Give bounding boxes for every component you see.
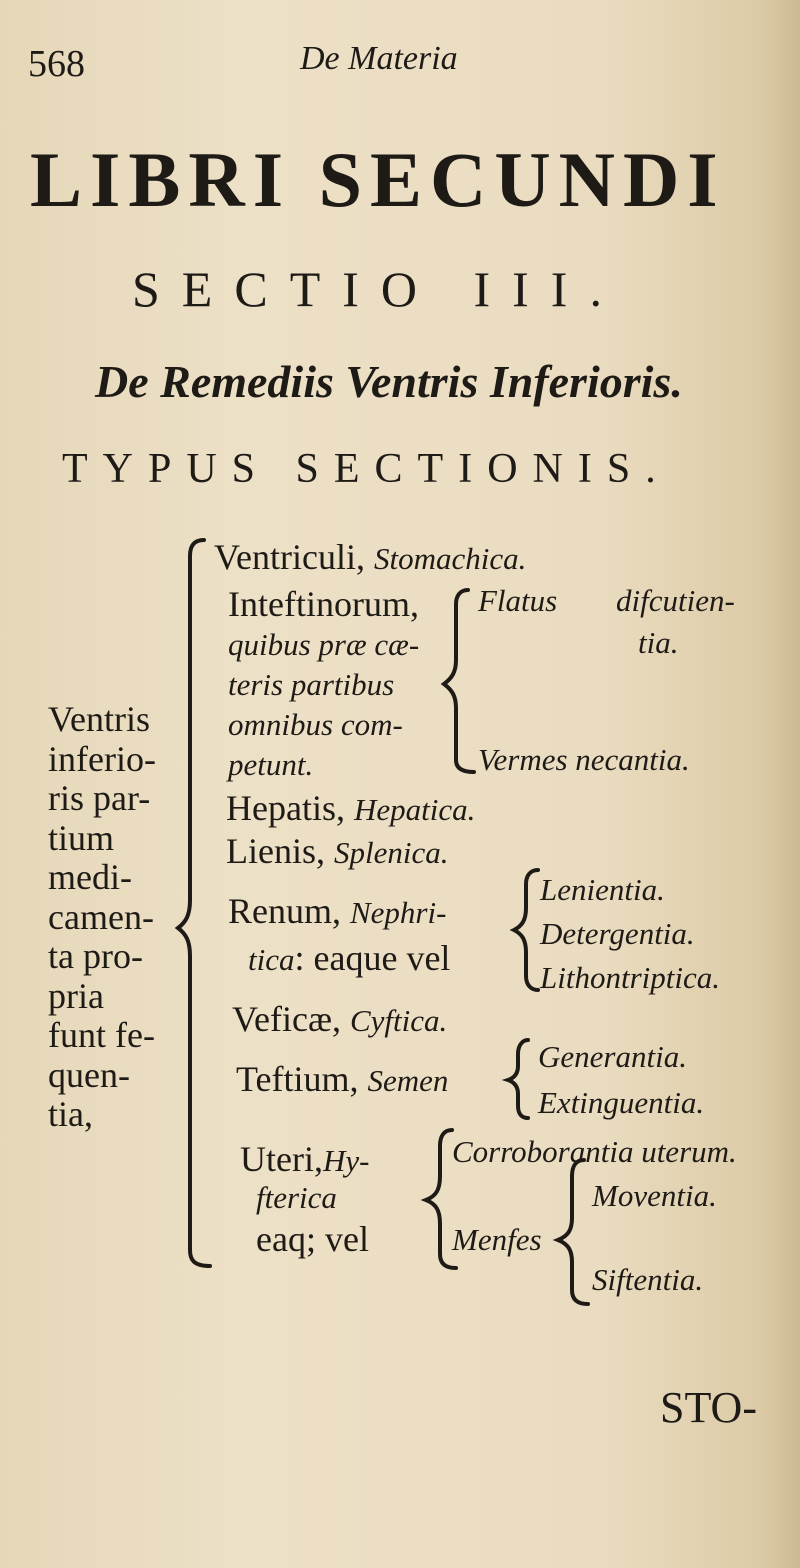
renum-remedies (540, 868, 720, 1000)
book-title: LIBRI SECUNDI (30, 136, 726, 223)
uteri-remedy-continued: fterica (256, 1180, 337, 1215)
menses-remedy-item: Moventia. (592, 1178, 717, 1213)
left-entry-line: pria (48, 975, 104, 1016)
entry-name: Teftium, (236, 1059, 359, 1099)
entry-name: Veficæ, (232, 999, 341, 1039)
entry-remedy: tica (248, 942, 295, 977)
flatus-brace (444, 590, 474, 772)
left-entry-line: ris par- (48, 778, 151, 818)
corroborantia-label: Corroborantia uterum. (452, 1134, 737, 1169)
qualifier-line: teris partibus (228, 667, 395, 702)
section-heading: SECTIO III. (132, 261, 624, 317)
left-entry-line: medi- (48, 857, 132, 897)
left-entry-line: camen- (48, 896, 154, 937)
flatus-continued: difcutien- (616, 583, 735, 618)
testium-remedies (538, 1034, 704, 1126)
renum-continued (248, 937, 450, 979)
entry-hepatis (226, 787, 475, 829)
left-entry-line: ta pro- (48, 936, 143, 976)
entry-name: Ventriculi, (214, 537, 365, 577)
qualifier-line: omnibus com- (228, 707, 403, 742)
qualifier-line: petunt. (228, 747, 314, 782)
remedy-item: Lithontriptica. (540, 960, 720, 995)
left-entry-line: funt fe- (48, 1015, 155, 1055)
entry-name: Lienis, (226, 831, 325, 871)
remedy-item: Extinguentia. (538, 1085, 705, 1120)
entry-remedy: Nephri- (350, 895, 447, 930)
flatus-label: Flatus (478, 583, 558, 618)
menses-remedy-item: Siftentia. (592, 1262, 704, 1297)
entry-renum (228, 890, 446, 932)
main-brace (178, 540, 210, 1266)
entry-ventriculi (214, 536, 526, 578)
menses-label: Menfes (452, 1222, 542, 1257)
uteri-conjunction: eaq; vel (256, 1219, 369, 1259)
entry-remedy: Cyftica. (349, 1003, 448, 1038)
entry-conjunction: : eaque vel (294, 938, 451, 978)
catchword: STO- (660, 1383, 757, 1432)
entry-intestinorum-name: Inteftinorum, (228, 584, 419, 624)
entry-remedy: Hepatica. (353, 792, 476, 827)
section-subtitle: De Remediis Ventris Inferioris. (95, 356, 683, 407)
entry-vesicae (232, 998, 447, 1040)
menses-brace (558, 1160, 588, 1304)
entry-name: Uteri, (240, 1139, 323, 1179)
left-entry-line: tia, (48, 1094, 93, 1134)
entry-name: Renum, (228, 891, 341, 931)
remedy-item: Generantia. (538, 1039, 687, 1074)
left-entry-line: tium (48, 817, 115, 858)
renum-brace (514, 870, 538, 990)
entry-remedy: Stomachica. (373, 541, 527, 576)
entry-name: Hepatis, (226, 788, 345, 828)
typus-heading: TYPUS SECTIONIS. (62, 446, 671, 492)
left-entry-line: quen- (48, 1054, 130, 1095)
left-entry-line: Ventris (48, 699, 150, 739)
running-head: De Materia (300, 40, 458, 77)
entry-testium (236, 1058, 448, 1100)
remedy-item: Detergentia. (540, 916, 695, 951)
entry-lienis (226, 830, 448, 872)
page-number: 568 (28, 43, 85, 85)
qualifier-line: quibus præ cæ- (228, 627, 420, 662)
testium-brace (508, 1040, 528, 1118)
remedy-item: Lenientia. (540, 872, 665, 907)
vermes-label: Vermes necantia. (478, 742, 690, 777)
entry-remedy: Semen (367, 1063, 449, 1098)
flatus-ending: tia. (638, 625, 679, 660)
entry-uteri (240, 1138, 369, 1180)
intestinorum-qualifier (228, 625, 419, 785)
left-entry-line: inferio- (48, 738, 156, 779)
entry-remedy: Splenica. (333, 835, 449, 870)
entry-remedy: Hy- (322, 1143, 370, 1178)
